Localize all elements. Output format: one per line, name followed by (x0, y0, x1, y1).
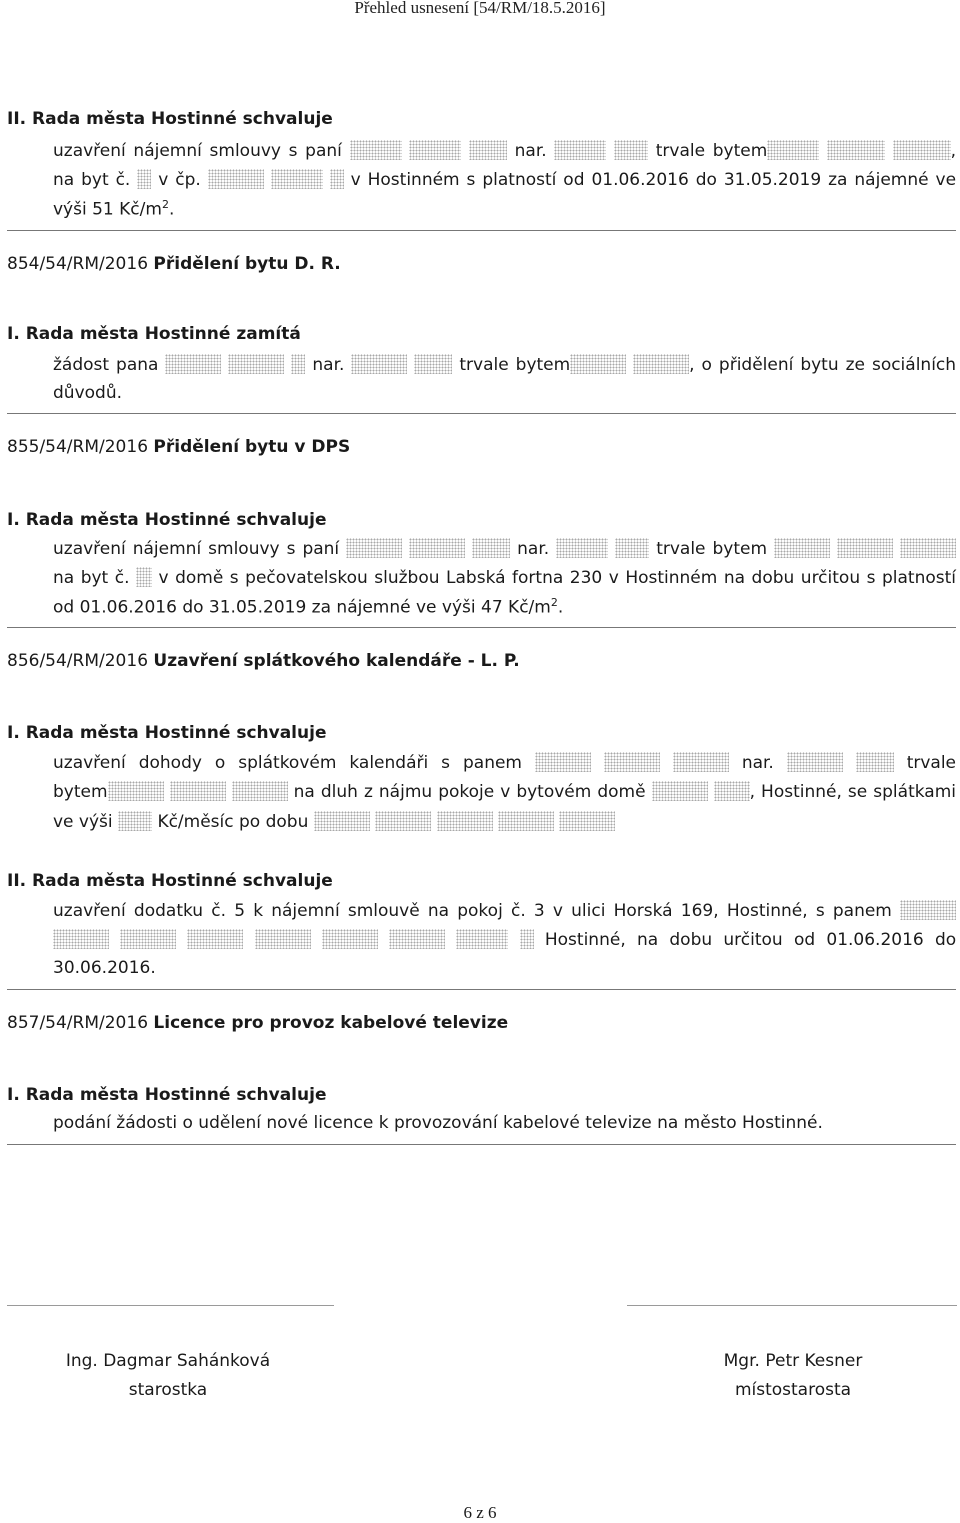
resolution-number: 856/54/RM/2016 (7, 651, 149, 671)
s856-p2-line-2 (53, 929, 956, 950)
redaction (787, 752, 843, 772)
text: , Hostinné, se splátkami (749, 782, 956, 802)
signature-left-role: starostka (128, 1380, 208, 1400)
redaction (900, 538, 956, 558)
redaction (136, 567, 152, 587)
text: do (934, 930, 957, 950)
redaction (170, 781, 226, 801)
s856-heading-2: II. Rada města Hostinné schvaluje (7, 871, 333, 891)
text: nar. (741, 753, 774, 773)
text: 169, (680, 901, 719, 921)
text: s (441, 753, 451, 773)
s856-p2-line-1 (53, 900, 956, 921)
s855-line-1 (53, 538, 956, 559)
text: uzavření (53, 753, 126, 773)
text: dodatku (133, 901, 204, 921)
s854-line-1 (53, 354, 956, 375)
text: kalendáři (349, 753, 429, 773)
text: s (815, 901, 825, 921)
redaction (409, 140, 461, 160)
redaction (187, 929, 243, 949)
text: na (427, 901, 450, 921)
text: trvale bytem (655, 141, 768, 161)
text: trvale bytem (656, 539, 768, 559)
text: od 01.06.2016 do 31.05.2019 za nájemné ve výši 47 Kč/m (53, 597, 551, 618)
text: žádost pana (53, 355, 159, 375)
s857-heading: I. Rada města Hostinné schvaluje (7, 1085, 327, 1105)
redaction (556, 538, 608, 558)
redaction (137, 169, 151, 189)
signature-line-right (627, 1305, 957, 1306)
text: na byt č. (53, 568, 130, 588)
redaction (498, 811, 554, 831)
text: nar. (312, 355, 345, 375)
redaction (314, 811, 370, 831)
text: pokoj (457, 901, 503, 921)
redaction (330, 169, 344, 189)
redaction (615, 538, 649, 558)
s854-heading: I. Rada města Hostinné zamítá (7, 324, 301, 344)
text: panem (832, 901, 892, 921)
divider (7, 627, 956, 628)
text: uzavření nájemní smlouvy s paní (53, 539, 340, 559)
text: dohody (138, 753, 202, 773)
text: nar. (514, 141, 547, 161)
s856-p1-line-2 (53, 781, 956, 802)
text: č. (510, 901, 526, 921)
redaction (118, 811, 152, 831)
divider (7, 230, 956, 231)
redaction (389, 929, 445, 949)
text: uzavření (53, 901, 126, 921)
text: dobu (669, 930, 713, 950)
redaction (53, 929, 109, 949)
text: smlouvě (347, 901, 420, 921)
signature-right-role: místostarosta (734, 1380, 852, 1400)
text: výši 51 Kč/m (53, 199, 162, 220)
text: bytem (53, 782, 108, 802)
redaction (604, 752, 660, 772)
page-number: 6 z 6 (463, 1503, 497, 1522)
text: Horská (613, 901, 673, 921)
s855-title (7, 437, 350, 457)
s855-line-3 (53, 596, 563, 618)
redaction (108, 781, 164, 801)
redaction (350, 140, 402, 160)
text: o (214, 753, 226, 773)
text: určitou (723, 930, 783, 950)
text: 01.06.2016 (826, 930, 924, 950)
text: trvale bytem (459, 355, 571, 375)
redaction (774, 538, 830, 558)
divider (7, 413, 956, 414)
text: Hostinné, (544, 930, 626, 950)
resolution-title: Licence pro provoz kabelové televize (153, 1013, 509, 1033)
s853-heading: II. Rada města Hostinné schvaluje (7, 109, 333, 129)
redaction (535, 752, 591, 772)
s853-line-1 (53, 140, 956, 161)
redaction (346, 538, 402, 558)
resolution-title: Přidělení bytu v DPS (153, 437, 351, 457)
signature-left-name: Ing. Dagmar Sahánková (65, 1351, 271, 1371)
text: na (636, 930, 659, 950)
redaction (520, 929, 534, 949)
redaction (767, 140, 819, 160)
resolution-title: Uzavření splátkového kalendáře - L. P. (153, 651, 520, 671)
redaction (322, 929, 378, 949)
redaction (554, 140, 606, 160)
text: 3 (533, 901, 545, 921)
text: v (552, 901, 563, 921)
redaction (291, 354, 305, 374)
redaction (900, 900, 956, 920)
redaction (456, 929, 508, 949)
s856-p2-line-3: 30.06.2016. (53, 958, 156, 978)
redaction (472, 538, 510, 558)
s856-title (7, 651, 520, 671)
text: v čp. (158, 170, 201, 190)
redaction (633, 354, 689, 374)
s856-p1-line-1 (53, 752, 956, 773)
text: v Hostinném s platností od 01.06.2016 do 31.05.2019 za nájemné ve (350, 170, 957, 190)
redaction (437, 811, 493, 831)
text: č. (211, 901, 227, 921)
s856-heading-1: I. Rada města Hostinné schvaluje (7, 723, 327, 743)
text: ulici (571, 901, 606, 921)
s857-title (7, 1013, 508, 1033)
text: Kč/měsíc po dobu (157, 812, 309, 832)
resolution-number: 857/54/RM/2016 (7, 1013, 149, 1033)
divider (7, 1144, 956, 1145)
text: na dluh z nájmu pokoje v bytovém domě (293, 782, 646, 802)
s854-line-2: důvodů. (53, 383, 122, 403)
resolution-title: Přidělení bytu D. R. (153, 254, 341, 274)
page-header: Přehled usnesení [54/RM/18.5.2016] (354, 0, 606, 17)
redaction (893, 140, 951, 160)
superscript: 2 (550, 596, 558, 609)
resolution-number: 855/54/RM/2016 (7, 437, 149, 457)
text: v domě s pečovatelskou službou Labská fortna 230 v Hostinném na dobu určitou s platností (158, 568, 956, 588)
text: . (557, 597, 564, 618)
divider (7, 989, 956, 990)
s853-line-3 (53, 198, 174, 220)
text: nájemní (271, 901, 340, 921)
text: ve výši (53, 812, 113, 832)
redaction (271, 169, 323, 189)
redaction (232, 781, 288, 801)
redaction (351, 354, 407, 374)
text: na byt č. (53, 170, 131, 190)
redaction (837, 538, 893, 558)
text: panem (462, 753, 522, 773)
s854-title (7, 254, 341, 274)
redaction (375, 811, 431, 831)
redaction (614, 140, 648, 160)
text: , (950, 141, 957, 161)
s855-line-2 (53, 567, 956, 588)
redaction (409, 538, 465, 558)
redaction (652, 781, 708, 801)
text: uzavření nájemní smlouvy s paní (53, 141, 342, 161)
s856-p1-line-3 (53, 811, 615, 832)
redaction (856, 752, 894, 772)
s857-line-1: podání žádosti o udělení nové licence k provozování kabelové televize na město Hostinné. (53, 1113, 823, 1133)
redaction (120, 929, 176, 949)
redaction (827, 140, 885, 160)
redaction (559, 811, 615, 831)
redaction (255, 929, 311, 949)
redaction (228, 354, 284, 374)
text: 5 (234, 901, 246, 921)
s853-line-2 (53, 169, 956, 190)
text: . (168, 199, 175, 220)
redaction (165, 354, 221, 374)
resolution-number: 854/54/RM/2016 (7, 254, 149, 274)
text: k (253, 901, 264, 921)
s855-heading: I. Rada města Hostinné schvaluje (7, 510, 327, 530)
redaction (673, 752, 729, 772)
signature-right-name: Mgr. Petr Kesner (723, 1351, 863, 1371)
superscript: 2 (161, 198, 169, 211)
redaction (469, 140, 507, 160)
text: od (793, 930, 816, 950)
text: nar. (517, 539, 550, 559)
text: trvale (906, 753, 957, 773)
redaction (570, 354, 626, 374)
signature-line-left (7, 1305, 334, 1306)
redaction (208, 169, 264, 189)
text: splátkovém (238, 753, 337, 773)
redaction (414, 354, 452, 374)
text: Hostinné, (726, 901, 808, 921)
text: , o přidělení bytu ze sociálních (689, 355, 957, 375)
redaction (714, 781, 750, 801)
